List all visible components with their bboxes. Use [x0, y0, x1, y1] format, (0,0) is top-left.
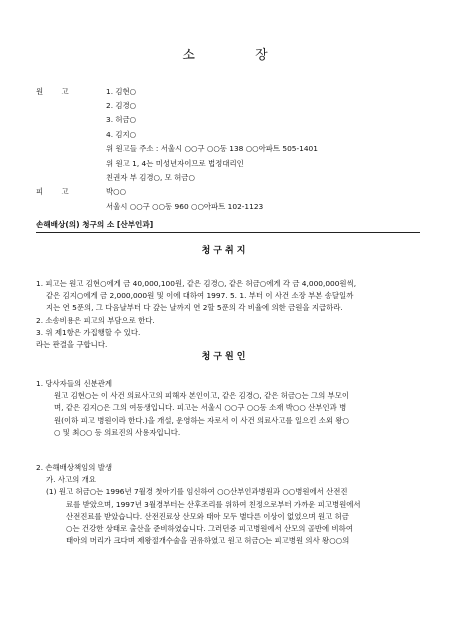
section2-line: (1) 원고 허금○는 1996년 7월경 첫아기를 임신하여 ○○산부인과병원과 ○○병원에서 산전진: [46, 487, 348, 497]
claim-purpose-line: 3. 위 제1항은 가집행할 수 있다.: [36, 327, 141, 337]
plaintiff-address: 위 원고들 주소 : 서울시 ○○구 ○○동 138 ○○아파트 505-1401: [106, 144, 318, 154]
plaintiff-name: 2. 김경○: [106, 101, 137, 111]
section2-line: 료를 받았으며, 1997년 3월경부터는 산후조리를 위하여 친정으로부터 가까운 피고병원에서: [66, 499, 361, 509]
plaintiff-row-1: [36, 84, 426, 98]
claim-purpose-line: 2. 소송비용은 피고의 부담으로 한다.: [36, 315, 155, 325]
defendant-label: 피 고: [36, 187, 77, 197]
section-title: 1. 당사자들의 신분관계: [36, 379, 113, 388]
plaintiff-row-2: [36, 98, 426, 112]
defendant-row: [36, 185, 426, 199]
section2-line: 산전진료를 받았습니다. 산전진료상 산모와 태아 모두 별다른 이상이 없었으며 원고 허금: [66, 511, 349, 521]
plaintiff-row-4: [36, 127, 426, 141]
defendant-address: 서울시 ○○구 ○○동 960 ○○아파트 102-1123: [106, 201, 264, 211]
case-title: 손해배상(의) 청구의 소 [산부인과]: [36, 220, 154, 229]
guardian-row: [36, 170, 426, 184]
claim-purpose-line: 1. 피고는 원고 김현○에게 금 40,000,100원, 같은 김경○, 같은 허금○에게 각 금 4,000,000원씩,: [36, 279, 357, 288]
guardian-note: 친권자 부 김경○, 모 허금○: [106, 173, 195, 183]
plaintiff-label: 원 고: [36, 86, 77, 96]
defendant-address-row: [36, 199, 426, 213]
defendant-name: 박○○: [106, 187, 127, 197]
subsection-title: 가. 사고의 개요: [46, 475, 96, 485]
section1-line: 원고 김현○는 이 사건 의료사고의 피해자 본인이고, 같은 김경○, 같은 허금○는 그의 부모이: [54, 391, 349, 401]
minor-note: 위 원고 1, 4는 미성년자이므로 법정대리인: [106, 158, 244, 168]
plaintiff-row-3: [36, 113, 426, 127]
case-divider: [36, 232, 420, 233]
section1-line: ○ 및 최○○ 등 의료진의 사용자입니다.: [54, 427, 181, 437]
section2-line: 태아의 머리가 크다며 제왕절개수술을 권유하였고 원고 허금○는 피고병원 의사 왕○○의: [66, 536, 350, 546]
section-title: 2. 손해배상책임의 발생: [36, 463, 113, 472]
claim-purpose-line: 라는 판결을 구합니다.: [36, 339, 108, 349]
plaintiff-name: 4. 김지○: [106, 129, 137, 139]
plaintiff-name: 1. 김현○: [106, 86, 137, 96]
minor-note-row: [36, 156, 426, 170]
section2-block: [36, 462, 422, 547]
section1-block: [36, 378, 422, 439]
document-title: 소 장: [182, 48, 296, 63]
plaintiff-address-row: [36, 142, 426, 156]
section1-line: 원(이하 피고 병원이라 한다.)을 개설, 운영하는 자로서 이 사건 의료사고를 일으킨 소외 왕○: [54, 415, 349, 425]
claim-purpose-line: 같은 김지○에게 금 2,000,000원 및 이에 대하여 1997. 5. 1. 부터 이 사건 소장 부본 송달일까: [46, 291, 354, 301]
claim-purpose-block: [36, 278, 422, 351]
parties-block: [36, 84, 426, 214]
claim-purpose-heading: 청구취지: [201, 246, 249, 256]
claim-cause-heading: 청구원인: [201, 352, 249, 362]
plaintiff-name: 3. 허금○: [106, 115, 137, 125]
section2-line: ○는 건강한 상태로 출산을 준비하였습니다. 그러던중 피고병원에서 산모의 골반에 비하여: [66, 523, 353, 533]
section1-line: 며, 같은 김지○은 그의 여동생입니다. 피고는 서울시 ○○구 ○○동 소재 박○○ 산부인과 병: [54, 403, 347, 413]
claim-purpose-line: 지는 연 5푼의, 그 다음날부터 다 갚는 날까지 연 2할 5푼의 각 비율에 의한 금원을 지급하라.: [46, 303, 343, 313]
